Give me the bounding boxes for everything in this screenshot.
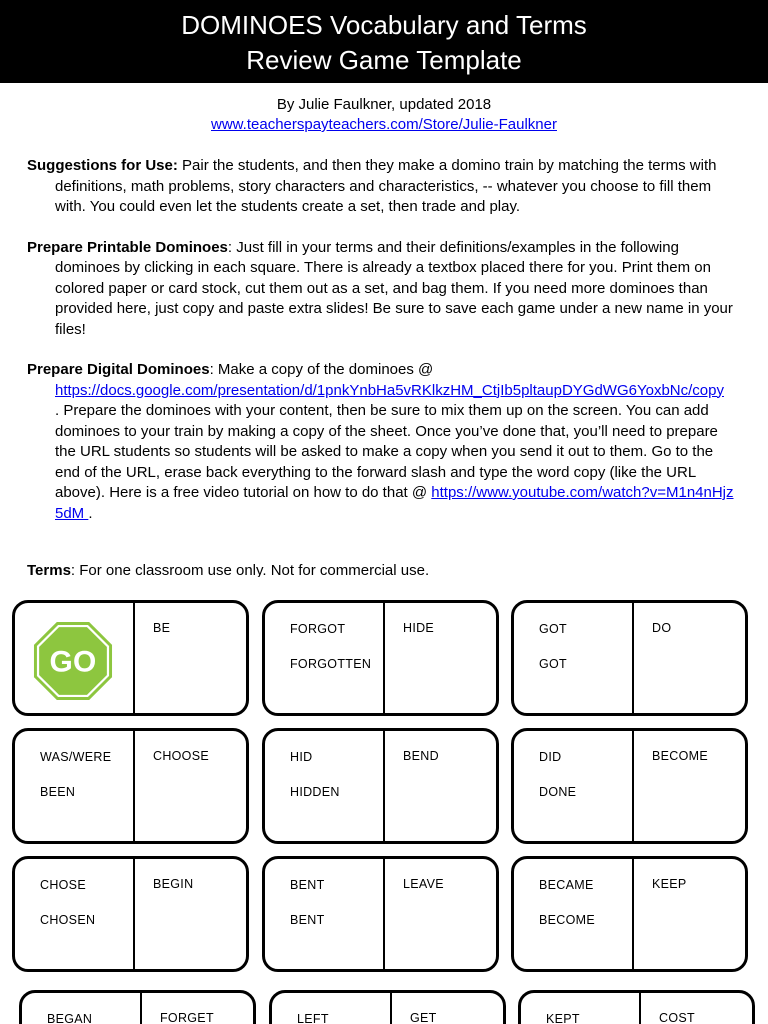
domino-right-cell[interactable] — [641, 993, 755, 1024]
domino-right-cell[interactable] — [142, 993, 256, 1024]
domino-right-cell[interactable] — [385, 603, 499, 713]
domino-card[interactable] — [12, 856, 249, 972]
domino-answer-1: FORGOT — [290, 622, 346, 636]
instructions — [27, 156, 739, 544]
digital-line1: : Make a copy of the dominoes @ — [209, 361, 434, 378]
domino-right-cell[interactable] — [385, 859, 499, 969]
domino-term: BEND — [403, 749, 439, 763]
domino-left-cell[interactable] — [272, 993, 390, 1024]
domino-right-cell[interactable] — [634, 731, 748, 841]
digital-body: . Prepare the dominoes with your content, then be sure to mix them up on the screen. You can add dominoes to your train by making a copy of the sheet. Once you’ve done that, you’ll need to prepare the URL students so students will be asked to make a copy when you send it out to them. Go to the end of the URL, erase back everything to the forward slash and type the word copy (like the URL above). Here is a free video tutorial on how to do that @ — [55, 402, 718, 501]
domino-right-cell[interactable] — [634, 859, 748, 969]
domino-answer-2: BECOME — [539, 913, 595, 927]
domino-term: KEEP — [652, 877, 687, 891]
domino-card[interactable] — [19, 990, 256, 1024]
byline — [0, 95, 768, 135]
domino-left-cell[interactable] — [15, 859, 133, 969]
digital-end: . — [88, 504, 93, 522]
domino-card[interactable] — [511, 856, 748, 972]
domino-card[interactable] — [511, 600, 748, 716]
title-line-2: Review Game Template — [246, 45, 522, 75]
go-sign-label: GO — [49, 645, 97, 679]
domino-card[interactable] — [269, 990, 506, 1024]
domino-term: LEAVE — [403, 877, 444, 891]
domino-answer-2: BEEN — [40, 785, 76, 799]
printable-body: dominoes by clicking in each square. There is already a textbox placed there for you. Print them on colored paper or card stock, cut them out as a set, and bag them. If you need more dominoes than provided here, just copy and paste extra slides! Be sure to save each game under a new name in your files! — [55, 259, 733, 338]
domino-left-cell[interactable] — [15, 603, 133, 713]
title-line-1: DOMINOES Vocabulary and Terms — [181, 10, 587, 40]
terms-heading: Terms — [27, 562, 71, 577]
domino-left-cell[interactable] — [514, 859, 632, 969]
domino-right-cell[interactable] — [385, 731, 499, 841]
domino-answer-1: LEFT — [297, 1012, 329, 1024]
suggestions-heading: Suggestions for Use: — [27, 157, 178, 174]
domino-answer-1: BENT — [290, 878, 325, 892]
youtube-link[interactable]: https://www.youtube.com/watch?v=M1n4nHjz5dM — [55, 484, 734, 522]
digital-section — [27, 360, 739, 524]
domino-term: DO — [652, 621, 672, 635]
suggestions-body: definitions, math problems, story characters and characteristics, -- whatever you choose to fill them with. You could even let the students create a set, then trade and play. — [55, 177, 712, 215]
domino-card[interactable] — [12, 600, 249, 716]
domino-answer-2: FORGOTTEN — [290, 657, 372, 671]
domino-card[interactable] — [262, 600, 499, 716]
domino-answer-1: BECAME — [539, 878, 594, 892]
domino-answer-1: KEPT — [546, 1012, 580, 1024]
domino-answer-1: GOT — [539, 622, 567, 636]
printable-heading: Prepare Printable Dominoes — [27, 238, 228, 256]
domino-term: GET — [410, 1011, 437, 1024]
domino-right-cell[interactable] — [634, 603, 748, 713]
suggestions-line1: Pair the students, and then they make a domino train by matching the terms with — [177, 157, 717, 174]
domino-card[interactable] — [262, 728, 499, 844]
domino-card[interactable] — [511, 728, 748, 844]
domino-answer-1: CHOSE — [40, 878, 86, 892]
domino-answer-2: GOT — [539, 657, 567, 671]
domino-right-cell[interactable] — [135, 859, 249, 969]
domino-answer-2: DONE — [539, 785, 577, 799]
domino-left-cell[interactable] — [22, 993, 140, 1024]
domino-answer-1: HID — [290, 750, 313, 764]
page-header — [0, 0, 768, 83]
google-slides-link[interactable]: https://docs.google.com/presentation/d/1pnkYnbHa5vRKlkzHM_CtjIb5pltaupDYGdWG6YoxbNc/copy — [55, 381, 724, 399]
domino-answer-2: CHOSEN — [40, 913, 96, 927]
domino-card[interactable] — [12, 728, 249, 844]
printable-section — [27, 238, 739, 341]
digital-heading: Prepare Digital Dominoes — [27, 361, 210, 378]
domino-card[interactable] — [518, 990, 755, 1024]
domino-left-cell[interactable] — [514, 731, 632, 841]
printable-line1: : Just fill in your terms and their definitions/examples in the following — [227, 238, 679, 256]
author-credit: By Julie Faulkner, updated 2018 — [276, 96, 492, 113]
domino-answer-2: BENT — [290, 913, 325, 927]
domino-term: BE — [153, 621, 171, 635]
terms-section — [27, 561, 739, 577]
domino-right-cell[interactable] — [135, 731, 249, 841]
domino-answer-1: DID — [539, 750, 562, 764]
terms-text: : For one classroom use only. Not for commercial use. — [70, 562, 430, 577]
suggestions-section — [27, 156, 739, 218]
domino-term: FORGET — [160, 1011, 214, 1024]
domino-card[interactable] — [262, 856, 499, 972]
domino-right-cell[interactable] — [135, 603, 249, 713]
domino-answer-2: HIDDEN — [290, 785, 340, 799]
domino-answer-1: WAS/WERE — [40, 750, 112, 764]
go-sign-icon — [29, 617, 117, 705]
domino-left-cell[interactable] — [265, 859, 383, 969]
domino-left-cell[interactable] — [265, 731, 383, 841]
domino-left-cell[interactable] — [514, 603, 632, 713]
domino-left-cell[interactable] — [15, 731, 133, 841]
domino-term: CHOOSE — [153, 749, 209, 763]
domino-answer-1: BEGAN — [47, 1012, 93, 1024]
domino-term: COST — [659, 1011, 695, 1024]
domino-left-cell[interactable] — [265, 603, 383, 713]
domino-term: HIDE — [403, 621, 435, 635]
store-link[interactable]: www.teacherspayteachers.com/Store/Julie-Faulkner — [211, 116, 557, 133]
domino-term: BEGIN — [153, 877, 194, 891]
domino-term: BECOME — [652, 749, 708, 763]
domino-right-cell[interactable] — [392, 993, 506, 1024]
domino-left-cell[interactable] — [521, 993, 639, 1024]
